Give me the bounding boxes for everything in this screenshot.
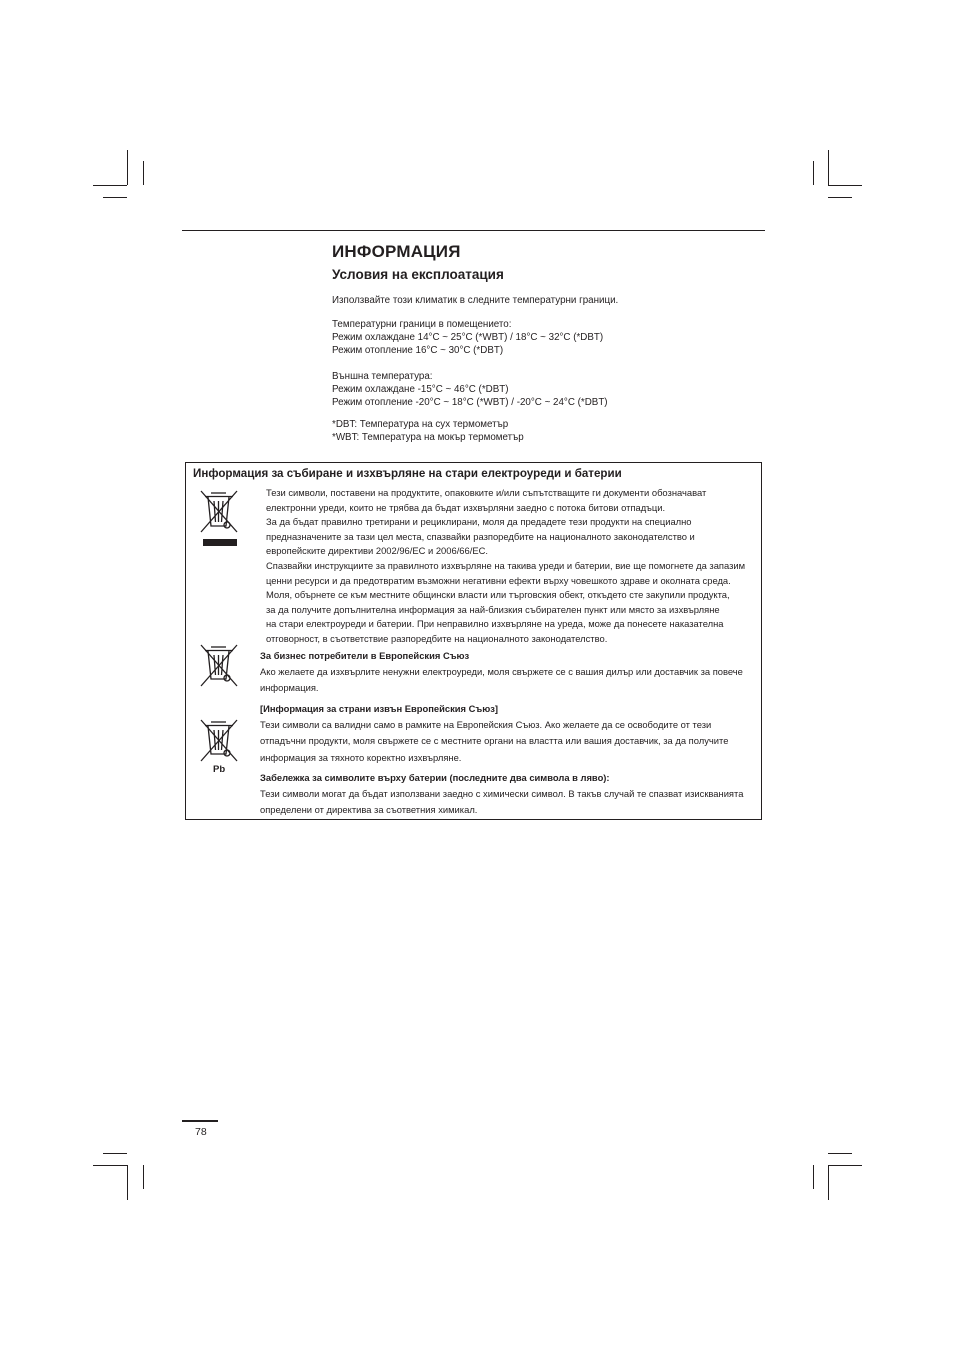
text-line: Моля, обърнете се към местните общински власти или търговския обект, откъдето сте закупили продукта,	[266, 589, 730, 601]
temperature-notes	[332, 418, 524, 444]
crop-mark	[828, 197, 852, 198]
crop-mark	[103, 197, 127, 198]
crop-mark	[828, 150, 829, 185]
crop-mark	[813, 1165, 814, 1189]
text-line: електронни уреди, които не трябва да бъдат изхвърляни заедно с потока битови отпадъци.	[266, 501, 666, 513]
outdoor-heading: Външна температура:	[332, 371, 433, 382]
page-number-bar	[182, 1120, 218, 1122]
crop-mark	[828, 1153, 852, 1154]
crop-mark	[143, 1165, 144, 1189]
crop-mark	[103, 1153, 127, 1154]
outside-eu-section	[260, 701, 728, 766]
indoor-heading: Температурни граници в помещението:	[332, 319, 512, 330]
crossed-bin-pb-icon	[197, 718, 241, 764]
outdoor-limits	[332, 370, 608, 409]
text-line: предназначените за тази цел места, спазвайки разпоредбите на националното законодателство и	[266, 530, 695, 542]
outside-eu-heading: [Информация за страни извън Европейския Съюз]	[260, 703, 498, 714]
text-line: европейските директиви 2002/96/ЕС и 2006/66/ЕС.	[266, 545, 488, 557]
crossed-bin-icon	[197, 643, 241, 689]
crop-mark	[127, 1165, 128, 1200]
battery-note-section	[260, 770, 743, 819]
crop-mark	[93, 1165, 127, 1166]
conditions-intro: Използвайте този климатик в следните температурни граници.	[332, 295, 619, 306]
text-line: Тези символи са валидни само в рамките на Европейския Съюз. Ако желаете да се освободите от тези	[260, 719, 712, 731]
battery-heading: Забележка за символите върху батерии (последните два символа в ляво):	[260, 772, 610, 783]
text-line: за да получите допълнителна информация за най-близкия събирателен пункт или място за изхвърляне	[266, 603, 720, 615]
indoor-limits	[332, 318, 603, 357]
crop-mark	[127, 150, 128, 185]
crop-mark	[813, 161, 814, 185]
text-line: на стари електроуреди и батерии. При неправилно изхвърляне на уреда, може да понесете наказателна	[266, 618, 724, 630]
text-line: ценни ресурси и да предотвратим възможни негативни ефекти върху човешкото здраве и околната среда.	[266, 574, 731, 586]
crop-mark	[93, 185, 127, 186]
text-line: Тези символи, поставени на продуктите, опаковките и/или съпътстващите ги документи обозначават	[266, 487, 707, 498]
text-line: отговорност, в съответствие разпоредбите на националното законодателство.	[266, 632, 608, 644]
text-line: Тези символи могат да бъдат използвани заедно с химически символ. В такъв случай те спазват изискванията	[260, 788, 744, 800]
crop-mark	[828, 1165, 862, 1166]
disposal-main-text	[266, 486, 745, 647]
text-line: информация.	[260, 682, 319, 694]
crop-mark	[143, 161, 144, 185]
outdoor-cooling: Режим охлаждане -15°C ~ 46°C (*DBT)	[332, 384, 509, 395]
crop-mark	[828, 185, 862, 186]
indoor-heating: Режим отопление 16°C ~ 30°C (*DBT)	[332, 345, 504, 356]
text-line: За да бъдат правилно третирани и рециклирани, моля да предадете тези продукти на специално	[266, 516, 692, 528]
pb-label: Pb	[213, 764, 226, 775]
outdoor-heating: Режим отопление -20°C ~ 18°C (*WBT) / -20°C ~ 24°C (*DBT)	[332, 397, 608, 408]
header-rule	[182, 230, 765, 231]
section-subtitle: Условия на експлоатация	[332, 267, 504, 282]
text-line: определени от директива за съответния химикал.	[260, 804, 478, 816]
page-title: ИНФОРМАЦИЯ	[332, 242, 461, 261]
page-number: 78	[195, 1126, 207, 1138]
crossed-bin-bar-icon	[197, 488, 241, 550]
crop-mark	[828, 1165, 829, 1200]
indoor-cooling: Режим охлаждане 14°C ~ 25°C (*WBT) / 18°C ~ 32°C (*DBT)	[332, 332, 604, 343]
text-line: отпадъчни продукти, моля свържете се с местните органи на властта или вашия доставчик, за да получите	[260, 735, 729, 747]
dbt-note: *DBT: Температура на сух термометър	[332, 419, 509, 430]
disposal-title: Информация за събиране и изхвърляне на стари електроуреди и батерии	[193, 467, 622, 480]
text-line: информация за тяхното коректно изхвърляне.	[260, 751, 462, 763]
text-line: Ако желаете да изхвърлите ненужни електроуреди, моля свържете се с вашия дилър или доставчик за повече	[260, 666, 743, 678]
text-line: Спазвайки инструкциите за правилното изхвърляне на такива уреди и батерии, вие ще помогнете да запазим	[266, 559, 746, 571]
wbt-note: *WBT: Температура на мокър термометър	[332, 432, 524, 443]
business-heading: За бизнес потребители в Европейския Съюз	[260, 650, 470, 661]
business-section	[260, 648, 743, 697]
